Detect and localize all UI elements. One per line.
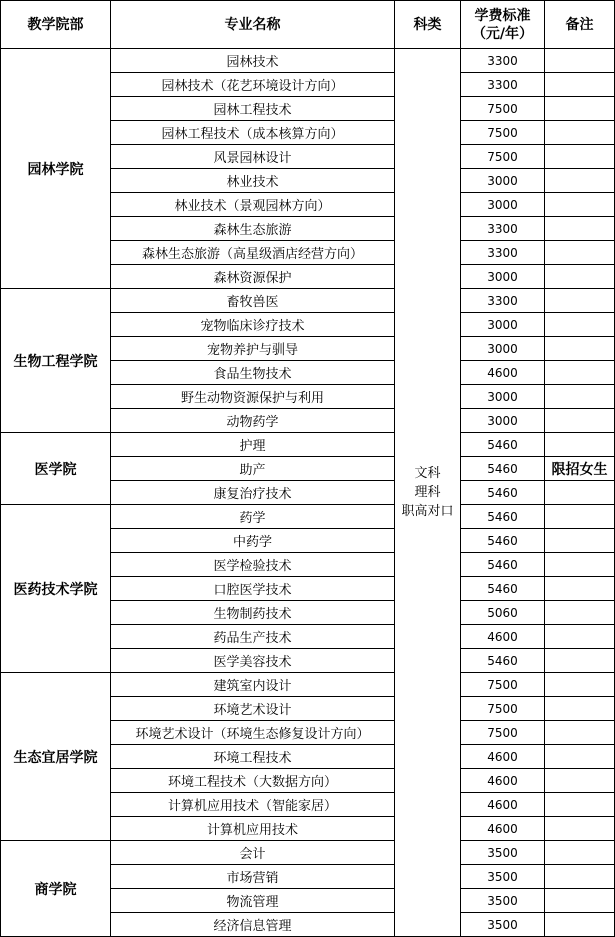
table-row (1, 289, 615, 313)
note-cell (545, 121, 615, 145)
note-cell (545, 193, 615, 217)
major-cell: 环境艺术设计 (111, 697, 395, 721)
fee-cell: 4600 (461, 745, 545, 769)
fee-cell: 3000 (461, 409, 545, 433)
note-cell (545, 217, 615, 241)
fee-cell: 3500 (461, 913, 545, 937)
dept-cell: 医药技术学院 (1, 505, 111, 673)
fee-cell: 7500 (461, 697, 545, 721)
note-cell (545, 73, 615, 97)
header-fee-line2: （元/年） (471, 25, 534, 42)
note-cell (545, 313, 615, 337)
note-cell (545, 481, 615, 505)
major-cell: 园林技术（花艺环境设计方向） (111, 73, 395, 97)
fee-cell: 7500 (461, 97, 545, 121)
note-cell (545, 433, 615, 457)
major-cell: 医学美容技术 (111, 649, 395, 673)
fee-cell: 5460 (461, 529, 545, 553)
major-cell: 市场营销 (111, 865, 395, 889)
fee-cell: 5060 (461, 601, 545, 625)
note-cell (545, 409, 615, 433)
major-cell: 物流管理 (111, 889, 395, 913)
dept-cell: 生态宜居学院 (1, 673, 111, 841)
note-cell (545, 913, 615, 937)
note-cell (545, 289, 615, 313)
fee-cell: 4600 (461, 769, 545, 793)
fee-cell: 3300 (461, 49, 545, 73)
major-cell: 森林资源保护 (111, 265, 395, 289)
dept-cell: 生物工程学院 (1, 289, 111, 433)
major-cell: 园林工程技术（成本核算方向） (111, 121, 395, 145)
note-cell (545, 673, 615, 697)
note-cell (545, 97, 615, 121)
major-cell: 森林生态旅游 (111, 217, 395, 241)
major-cell: 野生动物资源保护与利用 (111, 385, 395, 409)
note-cell (545, 241, 615, 265)
fee-cell: 5460 (461, 505, 545, 529)
major-cell: 环境工程技术 (111, 745, 395, 769)
major-cell: 宠物临床诊疗技术 (111, 313, 395, 337)
major-cell: 药品生产技术 (111, 625, 395, 649)
note-cell (545, 745, 615, 769)
dept-cell: 医学院 (1, 433, 111, 505)
major-cell: 森林生态旅游（高星级酒店经营方向） (111, 241, 395, 265)
note-cell (545, 889, 615, 913)
fee-cell: 4600 (461, 625, 545, 649)
table-row (1, 841, 615, 865)
note-cell (545, 841, 615, 865)
note-cell (545, 649, 615, 673)
header-row (1, 1, 615, 49)
note-cell (545, 337, 615, 361)
major-cell: 动物药学 (111, 409, 395, 433)
major-cell: 环境工程技术（大数据方向） (111, 769, 395, 793)
note-cell (545, 265, 615, 289)
major-cell: 生物制药技术 (111, 601, 395, 625)
category-line: 职高对口 (401, 504, 454, 519)
note-cell (545, 817, 615, 841)
fee-cell: 3500 (461, 841, 545, 865)
note-cell (545, 601, 615, 625)
fee-cell: 7500 (461, 145, 545, 169)
major-cell: 林业技术 (111, 169, 395, 193)
header-category: 科类 (395, 1, 461, 49)
major-cell: 食品生物技术 (111, 361, 395, 385)
fee-cell: 7500 (461, 721, 545, 745)
fee-cell: 3300 (461, 217, 545, 241)
fee-cell: 3300 (461, 241, 545, 265)
fee-cell: 4600 (461, 817, 545, 841)
major-cell: 环境艺术设计（环境生态修复设计方向） (111, 721, 395, 745)
fee-cell: 4600 (461, 793, 545, 817)
note-cell (545, 769, 615, 793)
major-cell: 口腔医学技术 (111, 577, 395, 601)
fee-cell: 5460 (461, 577, 545, 601)
fee-cell: 5460 (461, 649, 545, 673)
fee-cell: 3000 (461, 385, 545, 409)
fee-cell: 3000 (461, 193, 545, 217)
fee-cell: 3500 (461, 889, 545, 913)
major-cell: 助产 (111, 457, 395, 481)
category-line: 文科 (414, 466, 441, 481)
table-row (1, 433, 615, 457)
major-cell: 护理 (111, 433, 395, 457)
header-major: 专业名称 (111, 1, 395, 49)
major-cell: 会计 (111, 841, 395, 865)
category-line: 理科 (414, 485, 441, 500)
fee-cell: 5460 (461, 481, 545, 505)
note-cell (545, 721, 615, 745)
header-fee (461, 1, 545, 49)
fee-cell: 5460 (461, 433, 545, 457)
note-cell: 限招女生 (545, 457, 615, 481)
fee-cell: 7500 (461, 673, 545, 697)
note-cell (545, 145, 615, 169)
fee-cell: 3300 (461, 73, 545, 97)
table-row (1, 505, 615, 529)
dept-cell: 园林学院 (1, 49, 111, 289)
fee-cell: 3500 (461, 865, 545, 889)
fee-cell: 5460 (461, 457, 545, 481)
fee-cell: 3000 (461, 313, 545, 337)
major-cell: 经济信息管理 (111, 913, 395, 937)
note-cell (545, 505, 615, 529)
fee-cell: 3000 (461, 169, 545, 193)
note-cell (545, 169, 615, 193)
fee-cell: 3000 (461, 265, 545, 289)
major-cell: 中药学 (111, 529, 395, 553)
fee-cell: 7500 (461, 121, 545, 145)
table-body (1, 49, 615, 937)
major-cell: 计算机应用技术（智能家居） (111, 793, 395, 817)
major-cell: 康复治疗技术 (111, 481, 395, 505)
category-cell (395, 49, 461, 937)
dept-cell: 商学院 (1, 841, 111, 937)
header-dept: 教学院部 (1, 1, 111, 49)
note-cell (545, 625, 615, 649)
fee-cell: 3000 (461, 337, 545, 361)
note-cell (545, 385, 615, 409)
note-cell (545, 865, 615, 889)
header-fee-line1: 学费标准 (474, 7, 531, 24)
major-cell: 医学检验技术 (111, 553, 395, 577)
note-cell (545, 793, 615, 817)
major-cell: 园林技术 (111, 49, 395, 73)
note-cell (545, 49, 615, 73)
note-cell (545, 553, 615, 577)
fee-cell: 5460 (461, 553, 545, 577)
major-cell: 风景园林设计 (111, 145, 395, 169)
fee-cell: 4600 (461, 361, 545, 385)
major-cell: 畜牧兽医 (111, 289, 395, 313)
major-cell: 药学 (111, 505, 395, 529)
note-cell (545, 577, 615, 601)
header-note: 备注 (545, 1, 615, 49)
fee-cell: 3300 (461, 289, 545, 313)
note-cell (545, 529, 615, 553)
note-cell (545, 697, 615, 721)
major-cell: 宠物养护与驯导 (111, 337, 395, 361)
major-cell: 林业技术（景观园林方向） (111, 193, 395, 217)
table-row (1, 49, 615, 73)
table-row (1, 673, 615, 697)
major-cell: 建筑室内设计 (111, 673, 395, 697)
note-cell (545, 361, 615, 385)
major-cell: 计算机应用技术 (111, 817, 395, 841)
major-cell: 园林工程技术 (111, 97, 395, 121)
